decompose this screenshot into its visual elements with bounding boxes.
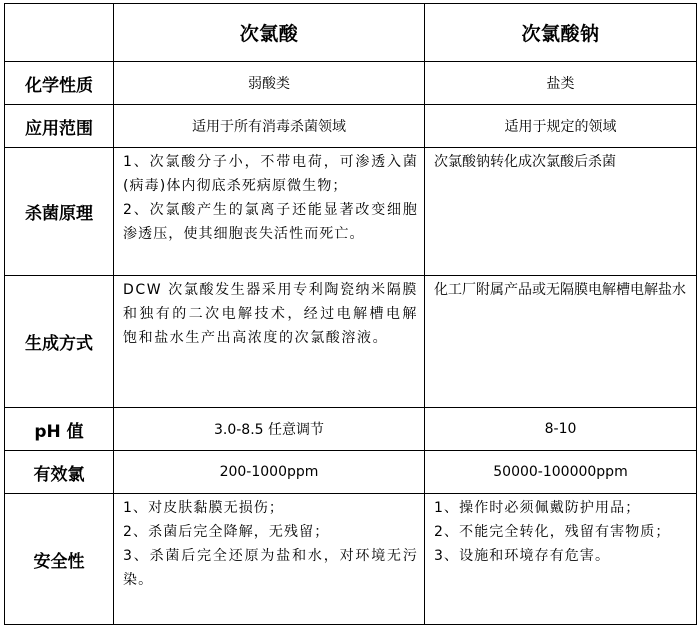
row-chemical-property: [5, 62, 697, 105]
hocl-ph-value: 3.0-8.5 任意调节: [114, 408, 425, 451]
hocl-application-scope: 适用于所有消毒杀菌领域: [114, 105, 425, 148]
row-application-scope: [5, 105, 697, 148]
header-hypochlorous-acid: 次氯酸: [114, 4, 425, 62]
row-label: 化学性质: [5, 62, 114, 105]
list-item: 1、对皮肤黏膜无损伤；: [123, 500, 285, 516]
comparison-table: [4, 3, 697, 625]
hocl-production-method: DCW 次氯酸发生器采用专利陶瓷纳米隔膜和独有的二次电解技术，经过电解槽电解饱和盐水生产出高浓度的次氯酸溶液。: [114, 276, 425, 408]
row-label: 杀菌原理: [5, 148, 114, 276]
naocl-chemical-property: 盐类: [425, 62, 697, 105]
row-label: 应用范围: [5, 105, 114, 148]
hocl-chemical-property: 弱酸类: [114, 62, 425, 105]
list-item: 1、操作时必须佩戴防护用品；: [434, 500, 641, 516]
naocl-application-scope: 适用于规定的领域: [425, 105, 697, 148]
list-item: 2、杀菌后完全降解，无残留；: [123, 524, 330, 540]
hocl-safety: [114, 494, 425, 625]
hocl-sterilization-principle: [114, 148, 425, 276]
list-item: 1、次氯酸分子小，不带电荷，可渗透入菌(病毒)体内彻底杀死病原微生物；: [123, 154, 418, 194]
row-label: 有效氯: [5, 451, 114, 494]
naocl-sterilization-principle: 次氯酸钠转化成次氯酸后杀菌: [425, 148, 697, 276]
row-production-method: [5, 276, 697, 408]
row-ph-value: [5, 408, 697, 451]
naocl-production-method: 化工厂附属产品或无隔膜电解槽电解盐水: [425, 276, 697, 408]
row-label: 生成方式: [5, 276, 114, 408]
list-item: 3、杀菌后完全还原为盐和水，对环境无污染。: [123, 548, 418, 588]
row-available-chlorine: [5, 451, 697, 494]
header-row: [5, 4, 697, 62]
naocl-safety: [425, 494, 697, 625]
row-safety: [5, 494, 697, 625]
list-item: 2、不能完全转化，残留有害物质；: [434, 524, 671, 540]
list-item: 3、设施和环境存有危害。: [434, 548, 611, 564]
naocl-ph-value: 8-10: [425, 408, 697, 451]
hocl-available-chlorine: 200-1000ppm: [114, 451, 425, 494]
row-label: pH 值: [5, 408, 114, 451]
list-item: 2、次氯酸产生的氯离子还能显著改变细胞渗透压，使其细胞丧失活性而死亡。: [123, 202, 418, 242]
row-label: 安全性: [5, 494, 114, 625]
header-sodium-hypochlorite: 次氯酸钠: [425, 4, 697, 62]
corner-cell: [5, 4, 114, 62]
row-sterilization-principle: [5, 148, 697, 276]
naocl-available-chlorine: 50000-100000ppm: [425, 451, 697, 494]
